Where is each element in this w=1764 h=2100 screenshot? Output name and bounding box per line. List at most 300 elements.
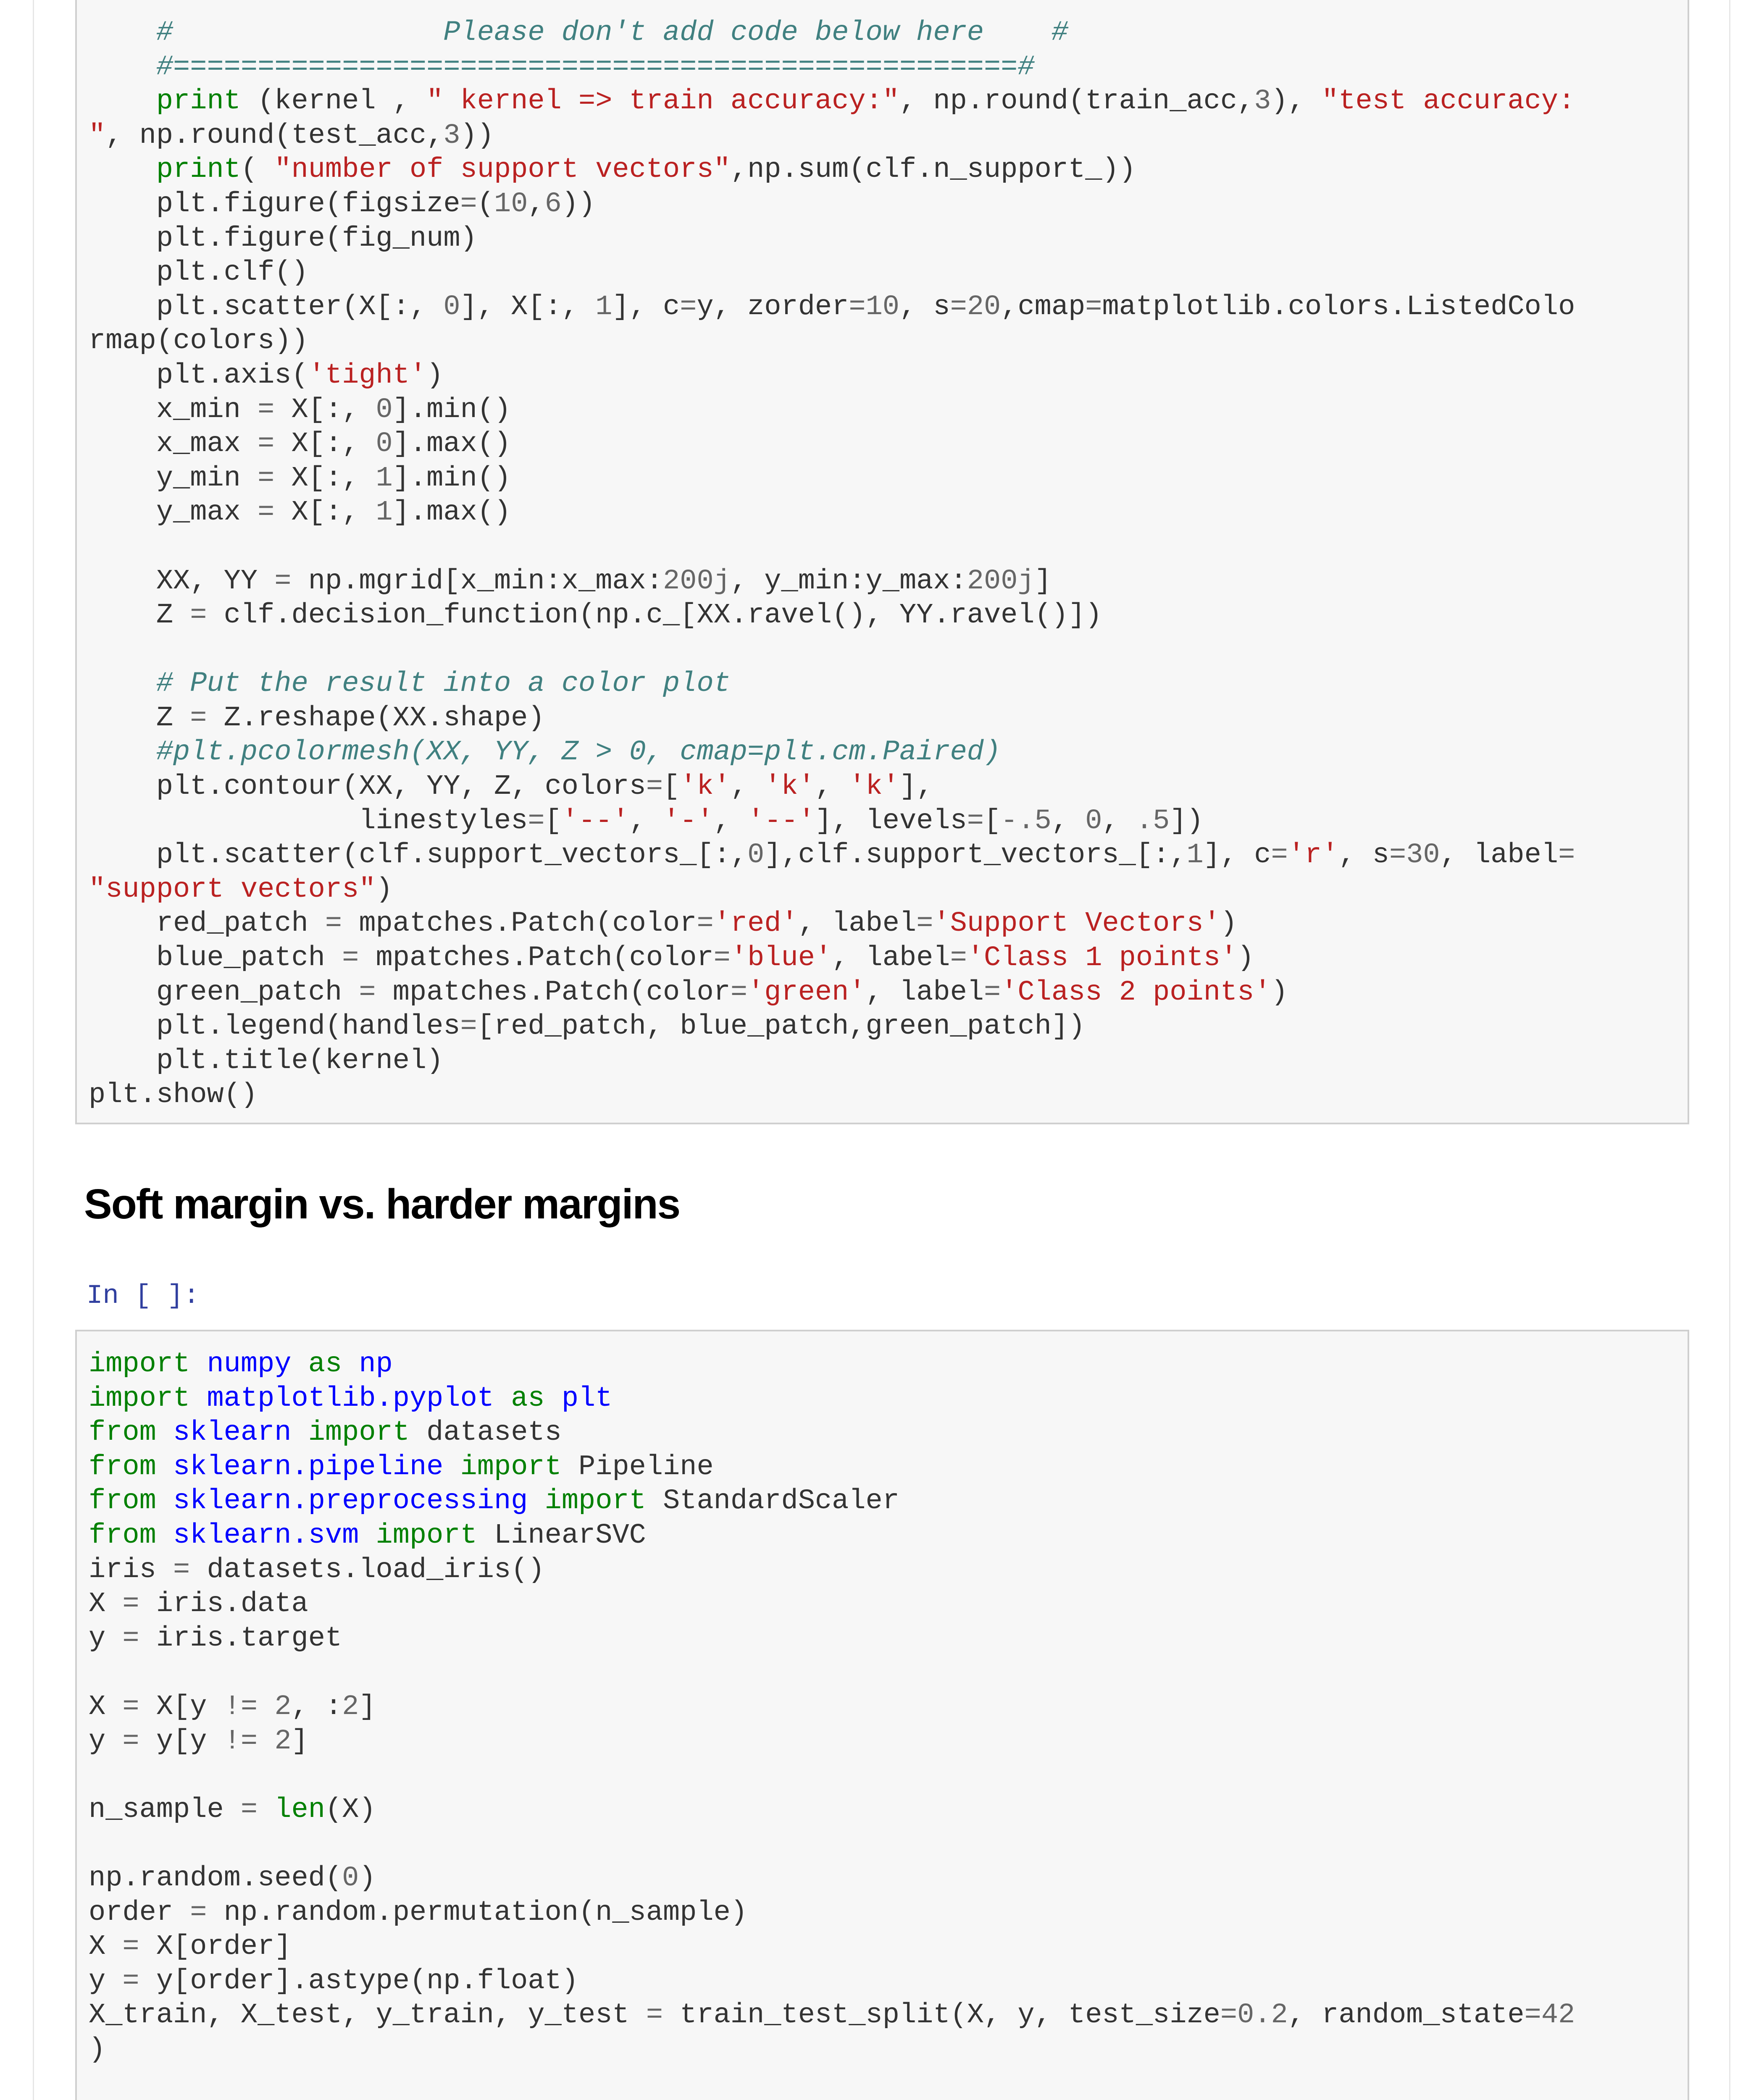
code-token: X[:,: [274, 428, 376, 460]
code-token: =: [950, 942, 967, 974]
code-token: mpatches.Patch(color: [342, 908, 697, 940]
code-token: np.random.seed(: [89, 1862, 342, 1894]
code-line: [89, 120, 494, 152]
code-line: [89, 976, 1288, 1008]
code-token: =: [122, 1690, 139, 1723]
code-line: [89, 496, 511, 528]
code-token: ): [1220, 908, 1238, 940]
code-token: 1: [376, 462, 393, 494]
code-token: (kernel ,: [240, 85, 427, 118]
code-token: (X): [325, 1793, 376, 1826]
code-token: y: [89, 1725, 123, 1757]
code-token: 3: [1254, 85, 1271, 118]
code-token: ]: [1034, 565, 1052, 597]
code-token: '--': [561, 805, 629, 837]
code-token: XX, YY: [89, 565, 275, 597]
code-token: clf.decision_function(np.c_[XX.ravel(), YY.ravel()]): [207, 599, 1102, 632]
code-token: print: [156, 154, 241, 186]
code-line: [89, 1999, 1575, 2031]
code-token: , y_min:y_max:: [730, 565, 967, 597]
code-token: ]: [291, 1725, 308, 1757]
code-token: plt.show(): [89, 1079, 258, 1111]
code-token: ): [359, 1862, 376, 1894]
page-left-border: [33, 0, 34, 2100]
code-token: 30: [1406, 839, 1440, 872]
code-token: [89, 154, 156, 186]
code-token: ,: [528, 188, 545, 220]
code-token: [89, 736, 156, 768]
code-line: [89, 1965, 578, 1997]
code-token: rmap(colors)): [89, 325, 308, 357]
code-token: ,: [1051, 805, 1086, 837]
code-line: [89, 1383, 612, 1415]
code-token: =: [258, 428, 275, 460]
code-token: plt.title(kernel): [89, 1045, 444, 1077]
code-token: 0: [443, 291, 460, 323]
code-line: [89, 1451, 714, 1483]
code-token: n_sample: [89, 1793, 241, 1826]
code-token: ): [376, 873, 393, 906]
code-token: 0: [747, 839, 765, 872]
code-token: np.mgrid[x_min:x_max:: [291, 565, 663, 597]
code-token: 'k': [764, 771, 815, 803]
code-token: =: [950, 291, 967, 323]
code-token: sklearn: [173, 1417, 292, 1449]
code-token: [258, 1691, 274, 1723]
code-token: [342, 1348, 359, 1380]
code-token: ): [426, 359, 444, 391]
code-token: as: [308, 1348, 342, 1380]
code-token: from: [89, 1485, 156, 1517]
code-token: [545, 1383, 562, 1415]
code-token: mpatches.Patch(color: [359, 942, 714, 974]
code-token: ): [89, 2033, 106, 2066]
code-token: blue_patch: [89, 942, 342, 974]
code-line: [89, 942, 1254, 974]
code-token: ): [1271, 976, 1288, 1008]
code-token: X_train, X_test, y_train, y_test: [89, 1999, 646, 2032]
code-token: =: [680, 291, 697, 323]
code-token: 0: [376, 428, 393, 460]
code-token: plt.contour(XX, YY, Z, colors: [89, 771, 646, 803]
code-token: =: [190, 599, 207, 632]
code-token: )): [561, 188, 596, 220]
code-token: train_test_split(X, y, test_size: [663, 1999, 1220, 2032]
code-token: y, zorder: [697, 291, 849, 323]
code-token: 'r': [1288, 839, 1339, 872]
code-token: X[:,: [274, 462, 376, 494]
code-token: 'blue': [730, 942, 832, 974]
code-token: y_min: [89, 462, 258, 494]
code-line: [89, 1794, 376, 1826]
code-line: [89, 565, 1052, 597]
code-token: , np.round(train_acc,: [899, 85, 1254, 118]
code-token: 'Class 1 points': [967, 942, 1238, 974]
code-token: iris.target: [139, 1622, 342, 1654]
code-token: ], X[:,: [460, 291, 596, 323]
code-token: ].max(): [392, 496, 511, 529]
code-token: # Put the result into a color plot: [156, 668, 731, 700]
code-line: [89, 805, 1204, 837]
code-token: ]: [359, 1690, 376, 1723]
code-token: !=: [223, 1725, 258, 1757]
code-token: 'k': [849, 771, 899, 803]
code-token: ,: [730, 771, 765, 803]
code-token: ], c: [612, 291, 680, 323]
code-token: =: [713, 942, 731, 974]
code-token: ].min(): [392, 394, 511, 426]
code-token: datasets: [409, 1417, 562, 1449]
code-token: =: [122, 1965, 139, 1997]
code-token: [258, 1794, 274, 1826]
code-token: [156, 1451, 173, 1483]
code-token: [528, 1485, 544, 1517]
code-token: X[order]: [139, 1931, 292, 1963]
code-token: =: [240, 1793, 258, 1826]
code-token: '-': [663, 805, 714, 837]
code-token: =: [1558, 839, 1575, 872]
code-cell-soft-margin[interactable]: [75, 1330, 1689, 2100]
code-token: =: [528, 805, 545, 837]
section-heading: Soft margin vs. harder margins: [84, 1181, 680, 1228]
code-line: [89, 17, 1068, 49]
code-token: (: [240, 154, 275, 186]
code-line: [89, 839, 1575, 871]
code-token: =: [1271, 839, 1288, 872]
code-token: Z.reshape(XX.shape): [207, 702, 545, 734]
code-token: [190, 1348, 207, 1380]
code-token: , label: [865, 976, 984, 1008]
code-token: =: [646, 771, 663, 803]
code-token: plt.clf(): [89, 257, 308, 289]
code-token: linestyles: [89, 805, 528, 837]
code-line: [89, 223, 477, 255]
code-token: from: [89, 1417, 156, 1449]
code-token: ], levels: [815, 805, 967, 837]
code-token: mpatches.Patch(color: [376, 976, 731, 1008]
code-token: [190, 1383, 207, 1415]
code-token: green_patch: [89, 976, 359, 1008]
code-token: [156, 1485, 173, 1517]
code-token: =: [916, 908, 933, 940]
code-token: =: [849, 291, 866, 323]
code-token: 'tight': [308, 359, 427, 391]
code-token: 200j: [663, 565, 731, 597]
code-editor[interactable]: [89, 1347, 1575, 2100]
code-token: [258, 1725, 274, 1757]
code-line: [89, 1862, 376, 1894]
page-right-border: [1729, 0, 1730, 2100]
code-token: =: [342, 942, 359, 974]
code-line: [89, 85, 1575, 117]
code-line: [89, 668, 731, 700]
code-token: as: [511, 1382, 545, 1415]
code-token: Pipeline: [561, 1451, 714, 1483]
code-token: 'Class 2 points': [1001, 976, 1271, 1008]
code-token: =: [122, 1725, 139, 1757]
code-token: =: [274, 565, 292, 597]
code-token: iris.data: [139, 1588, 308, 1620]
code-token: [89, 17, 156, 49]
code-token: =: [1524, 1999, 1541, 2032]
code-line: [89, 1691, 376, 1723]
code-token: " kernel => train accuracy:": [426, 85, 899, 118]
code-token: =: [190, 1896, 207, 1929]
code-token: plt.figure(fig_num): [89, 222, 477, 255]
code-token: [89, 668, 156, 700]
code-token: X: [89, 1588, 123, 1620]
code-line: [89, 2034, 105, 2066]
code-token: y: [89, 1622, 123, 1654]
code-token: print: [156, 85, 241, 118]
code-token: ,: [713, 805, 748, 837]
code-token: =: [258, 394, 275, 426]
code-line: [89, 394, 511, 426]
code-token: ].min(): [392, 462, 511, 494]
code-token: plt: [561, 1382, 613, 1415]
code-token: y[y: [139, 1725, 224, 1757]
code-token: =: [122, 1622, 139, 1654]
code-line: [89, 1897, 747, 1929]
code-token: , random_state: [1288, 1999, 1525, 2032]
code-token: =: [258, 462, 275, 494]
code-line: [89, 1622, 342, 1654]
code-token: 6: [544, 188, 562, 220]
code-token: ,: [1102, 805, 1136, 837]
code-token: #==================================================#: [156, 51, 1035, 83]
code-token: 42: [1541, 1999, 1575, 2032]
code-token: ],: [899, 771, 933, 803]
code-line: [89, 154, 1136, 186]
code-line: [89, 1045, 443, 1077]
code-line: [89, 1079, 258, 1111]
code-token: import: [308, 1417, 410, 1449]
code-token: 2: [274, 1725, 292, 1757]
code-token: =: [122, 1931, 139, 1963]
code-token: =: [359, 976, 376, 1008]
code-line: [89, 51, 1035, 83]
code-token: X[y: [139, 1690, 224, 1723]
code-line: [89, 771, 933, 803]
code-token: y_max: [89, 496, 258, 529]
code-line: [89, 874, 393, 906]
code-token: plt.legend(handles: [89, 1011, 460, 1043]
code-token: =: [122, 1588, 139, 1620]
code-line: [89, 291, 1575, 323]
code-token: X: [89, 1931, 123, 1963]
code-token: #plt.pcolormesh(XX, YY, Z > 0, cmap=plt.cm.Paired): [156, 736, 1001, 769]
code-token: =: [1389, 839, 1406, 872]
code-token: ): [1237, 942, 1254, 974]
code-token: ].max(): [392, 428, 511, 460]
code-token: order: [89, 1896, 190, 1929]
code-token: =: [967, 805, 984, 837]
code-token: # Please don't add code below here #: [156, 17, 1068, 49]
code-token: 10: [865, 291, 899, 323]
code-token: ,cmap: [1001, 291, 1086, 323]
code-token: 0: [342, 1862, 359, 1894]
code-token: plt.scatter(X[:,: [89, 291, 444, 323]
code-token: 'k': [680, 771, 731, 803]
code-token: [: [984, 805, 1001, 837]
code-line: [89, 360, 443, 391]
code-token: from: [89, 1519, 156, 1551]
code-line: [89, 462, 511, 494]
code-token: [156, 1417, 173, 1449]
code-line: [89, 1931, 292, 1963]
code-token: import: [89, 1348, 190, 1380]
code-token: 20: [967, 291, 1001, 323]
code-token: "test accuracy:: [1322, 85, 1575, 118]
code-token: !=: [223, 1690, 258, 1723]
code-token: np.random.permutation(n_sample): [207, 1896, 748, 1929]
code-token: , :: [291, 1690, 342, 1723]
code-token: plt.axis(: [89, 359, 308, 391]
code-token: , label: [798, 908, 917, 940]
code-line: [89, 188, 595, 220]
code-line: [89, 428, 511, 460]
code-token: red_patch: [89, 908, 325, 940]
code-line: [89, 1554, 545, 1586]
code-token: 10: [494, 188, 528, 220]
code-token: ,np.sum(clf.n_support_)): [730, 154, 1136, 186]
code-token: [292, 1417, 308, 1449]
code-token: =: [697, 908, 714, 940]
code-token: 3: [443, 119, 460, 152]
code-token: ]): [1170, 805, 1204, 837]
code-line: [89, 736, 1001, 768]
code-token: import: [89, 1382, 190, 1415]
code-token: import: [376, 1519, 477, 1551]
code-token: sklearn.pipeline: [173, 1451, 444, 1483]
code-token: .5: [1136, 805, 1170, 837]
code-line: [89, 1485, 899, 1517]
code-token: 0: [1085, 805, 1102, 837]
code-token: x_min: [89, 394, 258, 426]
code-token: iris: [89, 1554, 174, 1586]
code-token: =: [173, 1554, 190, 1586]
code-token: X[:,: [274, 394, 376, 426]
code-token: =: [190, 702, 207, 734]
code-token: =: [730, 976, 748, 1008]
code-token: '--': [747, 805, 815, 837]
code-token: datasets.load_iris(): [190, 1554, 545, 1586]
code-token: ], c: [1203, 839, 1271, 872]
code-token: ": [89, 119, 106, 152]
code-token: StandardScaler: [646, 1485, 899, 1517]
code-token: LinearSVC: [477, 1519, 646, 1551]
code-token: plt.scatter(clf.support_vectors_[:,: [89, 839, 748, 872]
code-line: [89, 599, 1102, 631]
code-line: [89, 325, 308, 357]
code-line: [89, 1417, 562, 1449]
code-token: =: [1220, 1999, 1238, 2032]
code-line: [89, 1588, 308, 1620]
code-token: , label: [832, 942, 950, 974]
code-token: 0: [376, 394, 393, 426]
code-token: (: [477, 188, 494, 220]
input-prompt: In [ ]:: [87, 1281, 200, 1311]
code-token: sklearn.svm: [173, 1519, 359, 1551]
code-token: =: [258, 496, 275, 529]
code-token: [292, 1348, 308, 1380]
code-token: , np.round(test_acc,: [105, 119, 444, 152]
code-token: numpy: [207, 1348, 292, 1380]
code-token: =: [325, 908, 342, 940]
code-token: 'green': [747, 976, 866, 1008]
code-token: 1: [595, 291, 613, 323]
code-token: np: [359, 1348, 393, 1380]
code-token: [494, 1383, 511, 1415]
code-token: 0.2: [1237, 1999, 1288, 2032]
code-token: ],clf.support_vectors_[:,: [764, 839, 1187, 872]
code-token: len: [274, 1793, 325, 1826]
code-token: [89, 85, 156, 117]
code-token: [red_patch, blue_patch,green_patch]): [477, 1011, 1086, 1043]
code-token: 2: [274, 1690, 292, 1723]
code-token: [359, 1520, 376, 1551]
code-token: Z: [89, 702, 190, 734]
code-token: , s: [1338, 839, 1389, 872]
code-token: =: [1085, 291, 1102, 323]
code-token: import: [460, 1451, 562, 1483]
code-token: 200j: [967, 565, 1035, 597]
code-line: [89, 1725, 308, 1757]
code-token: ,: [815, 771, 849, 803]
code-cell-previous[interactable]: [75, 0, 1689, 1124]
code-token: plt.figure(figsize: [89, 188, 460, 220]
code-token: import: [544, 1485, 646, 1517]
code-token: "number of support vectors": [274, 154, 731, 186]
code-token: [: [663, 771, 680, 803]
code-token: [: [544, 805, 562, 837]
code-token: ,: [629, 805, 663, 837]
code-token: 2: [342, 1690, 359, 1723]
code-line: [89, 257, 308, 289]
code-token: 'red': [713, 908, 798, 940]
code-token: sklearn.preprocessing: [173, 1485, 528, 1517]
code-token: =: [984, 976, 1001, 1008]
code-token: 'Support Vectors': [933, 908, 1220, 940]
code-token: 1: [376, 496, 393, 529]
code-token: "support vectors": [89, 873, 376, 906]
code-token: [156, 1520, 173, 1551]
code-token: y: [89, 1965, 123, 1997]
code-token: X: [89, 1690, 123, 1723]
code-token: , s: [899, 291, 950, 323]
code-line: [89, 702, 545, 734]
code-token: ),: [1271, 85, 1322, 118]
code-token: matplotlib.colors.ListedColo: [1102, 291, 1575, 323]
code-line: [89, 1011, 1085, 1042]
code-token: =: [460, 188, 477, 220]
code-token: [443, 1451, 460, 1483]
code-token: =: [460, 1011, 477, 1043]
code-token: =: [646, 1999, 663, 2032]
code-line: [89, 908, 1237, 940]
code-token: x_max: [89, 428, 258, 460]
code-token: y[order].astype(np.float): [139, 1965, 579, 1997]
code-editor[interactable]: [89, 16, 1575, 1113]
code-token: [89, 51, 156, 83]
code-token: )): [460, 119, 494, 152]
code-token: Z: [89, 599, 190, 632]
code-token: 1: [1186, 839, 1204, 872]
code-token: from: [89, 1451, 156, 1483]
code-token: matplotlib.pyplot: [207, 1382, 494, 1415]
code-token: X[:,: [274, 496, 376, 529]
code-line: [89, 1348, 393, 1380]
